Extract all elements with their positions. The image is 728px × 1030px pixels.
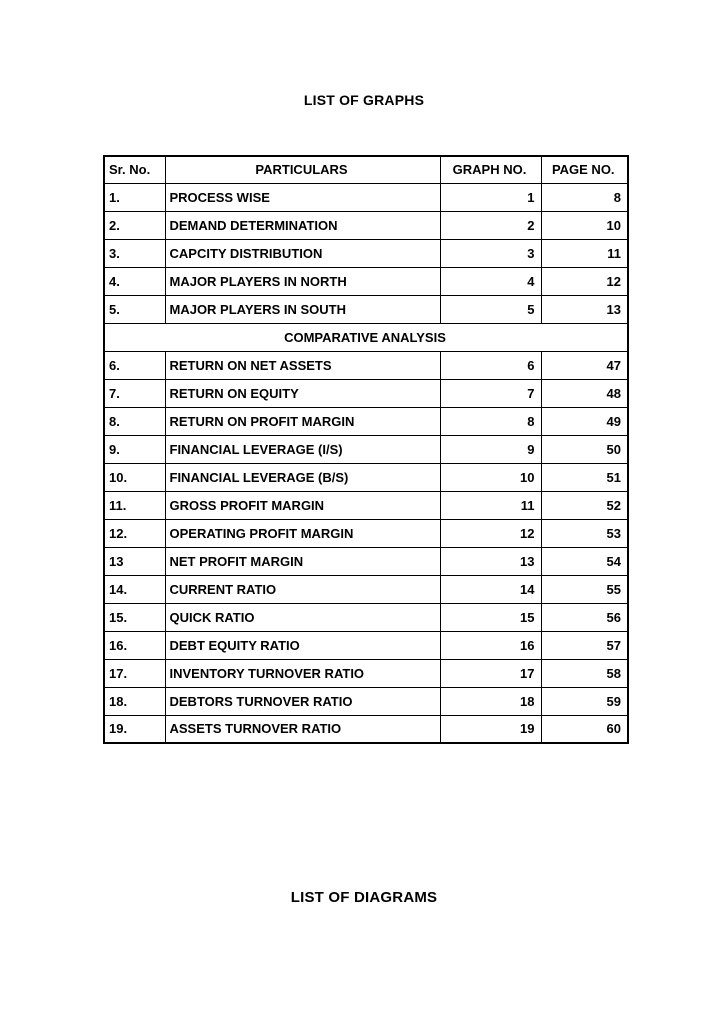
- table-row: [104, 351, 628, 379]
- sr-no-cell: 5.: [104, 295, 165, 323]
- graph-no-cell: 15: [440, 603, 541, 631]
- page-no-cell: 49: [541, 407, 628, 435]
- particulars-cell: RETURN ON PROFIT MARGIN: [165, 407, 440, 435]
- sr-no-cell: 6.: [104, 351, 165, 379]
- page-no-cell: 53: [541, 519, 628, 547]
- particulars-cell: CAPCITY DISTRIBUTION: [165, 239, 440, 267]
- graph-no-cell: 14: [440, 575, 541, 603]
- page-no-cell: 47: [541, 351, 628, 379]
- sr-no-cell: 7.: [104, 379, 165, 407]
- particulars-cell: DEBTORS TURNOVER RATIO: [165, 687, 440, 715]
- graph-no-cell: 7: [440, 379, 541, 407]
- header-graph-no: GRAPH NO.: [440, 156, 541, 183]
- table-row: [104, 267, 628, 295]
- diagrams-title: LIST OF DIAGRAMS: [290, 889, 438, 906]
- page-no-cell: 51: [541, 463, 628, 491]
- particulars-cell: OPERATING PROFIT MARGIN: [165, 519, 440, 547]
- particulars-cell: CURRENT RATIO: [165, 575, 440, 603]
- graph-no-cell: 18: [440, 687, 541, 715]
- table-row: [104, 379, 628, 407]
- table-row: [104, 295, 628, 323]
- page-no-cell: 55: [541, 575, 628, 603]
- particulars-cell: DEBT EQUITY RATIO: [165, 631, 440, 659]
- graph-no-cell: 13: [440, 547, 541, 575]
- table-row: [104, 407, 628, 435]
- table-row: [104, 687, 628, 715]
- particulars-cell: FINANCIAL LEVERAGE (I/S): [165, 435, 440, 463]
- table-row: [104, 575, 628, 603]
- graph-no-cell: 11: [440, 491, 541, 519]
- particulars-cell: INVENTORY TURNOVER RATIO: [165, 659, 440, 687]
- table-row: [104, 239, 628, 267]
- particulars-cell: GROSS PROFIT MARGIN: [165, 491, 440, 519]
- sr-no-cell: 1.: [104, 183, 165, 211]
- particulars-cell: DEMAND DETERMINATION: [165, 211, 440, 239]
- page-no-cell: 12: [541, 267, 628, 295]
- table-row: [104, 435, 628, 463]
- table-row: [104, 463, 628, 491]
- page-no-cell: 52: [541, 491, 628, 519]
- table-row: [104, 519, 628, 547]
- table-header-row: [104, 156, 628, 183]
- particulars-cell: MAJOR PLAYERS IN NORTH: [165, 267, 440, 295]
- particulars-cell: RETURN ON EQUITY: [165, 379, 440, 407]
- sr-no-cell: 15.: [104, 603, 165, 631]
- table-row: [104, 183, 628, 211]
- table-row: [104, 631, 628, 659]
- graph-no-cell: 2: [440, 211, 541, 239]
- table-row: [104, 715, 628, 743]
- header-sr-no: Sr. No.: [104, 156, 165, 183]
- graph-no-cell: 5: [440, 295, 541, 323]
- graph-no-cell: 19: [440, 715, 541, 743]
- header-particulars: PARTICULARS: [165, 156, 440, 183]
- particulars-cell: MAJOR PLAYERS IN SOUTH: [165, 295, 440, 323]
- sr-no-cell: 2.: [104, 211, 165, 239]
- table-row: [104, 491, 628, 519]
- sr-no-cell: 11.: [104, 491, 165, 519]
- sr-no-cell: 3.: [104, 239, 165, 267]
- sr-no-cell: 13: [104, 547, 165, 575]
- sr-no-cell: 16.: [104, 631, 165, 659]
- particulars-cell: NET PROFIT MARGIN: [165, 547, 440, 575]
- table-row: [104, 603, 628, 631]
- graph-no-cell: 6: [440, 351, 541, 379]
- page-no-cell: 8: [541, 183, 628, 211]
- graph-no-cell: 3: [440, 239, 541, 267]
- sr-no-cell: 9.: [104, 435, 165, 463]
- graph-no-cell: 4: [440, 267, 541, 295]
- sr-no-cell: 8.: [104, 407, 165, 435]
- particulars-cell: ASSETS TURNOVER RATIO: [165, 715, 440, 743]
- graph-no-cell: 16: [440, 631, 541, 659]
- sr-no-cell: 19.: [104, 715, 165, 743]
- graphs-table: [103, 155, 629, 744]
- page-no-cell: 11: [541, 239, 628, 267]
- page-no-cell: 60: [541, 715, 628, 743]
- page-no-cell: 57: [541, 631, 628, 659]
- page-no-cell: 48: [541, 379, 628, 407]
- section-row: [104, 323, 628, 351]
- page-no-cell: 59: [541, 687, 628, 715]
- table-row: [104, 211, 628, 239]
- header-page-no: PAGE NO.: [541, 156, 628, 183]
- graph-no-cell: 17: [440, 659, 541, 687]
- graph-no-cell: 12: [440, 519, 541, 547]
- graph-no-cell: 8: [440, 407, 541, 435]
- table-row: [104, 659, 628, 687]
- sr-no-cell: 17.: [104, 659, 165, 687]
- particulars-cell: QUICK RATIO: [165, 603, 440, 631]
- page-no-cell: 10: [541, 211, 628, 239]
- page-no-cell: 54: [541, 547, 628, 575]
- particulars-cell: RETURN ON NET ASSETS: [165, 351, 440, 379]
- page-no-cell: 56: [541, 603, 628, 631]
- sr-no-cell: 10.: [104, 463, 165, 491]
- graph-no-cell: 9: [440, 435, 541, 463]
- page-title: LIST OF GRAPHS: [303, 92, 425, 108]
- graph-no-cell: 10: [440, 463, 541, 491]
- graph-no-cell: 1: [440, 183, 541, 211]
- particulars-cell: PROCESS WISE: [165, 183, 440, 211]
- page-no-cell: 13: [541, 295, 628, 323]
- sr-no-cell: 18.: [104, 687, 165, 715]
- particulars-cell: FINANCIAL LEVERAGE (B/S): [165, 463, 440, 491]
- page-no-cell: 50: [541, 435, 628, 463]
- sr-no-cell: 4.: [104, 267, 165, 295]
- page-no-cell: 58: [541, 659, 628, 687]
- sr-no-cell: 12.: [104, 519, 165, 547]
- section-label: COMPARATIVE ANALYSIS: [104, 323, 628, 351]
- sr-no-cell: 14.: [104, 575, 165, 603]
- table-row: [104, 547, 628, 575]
